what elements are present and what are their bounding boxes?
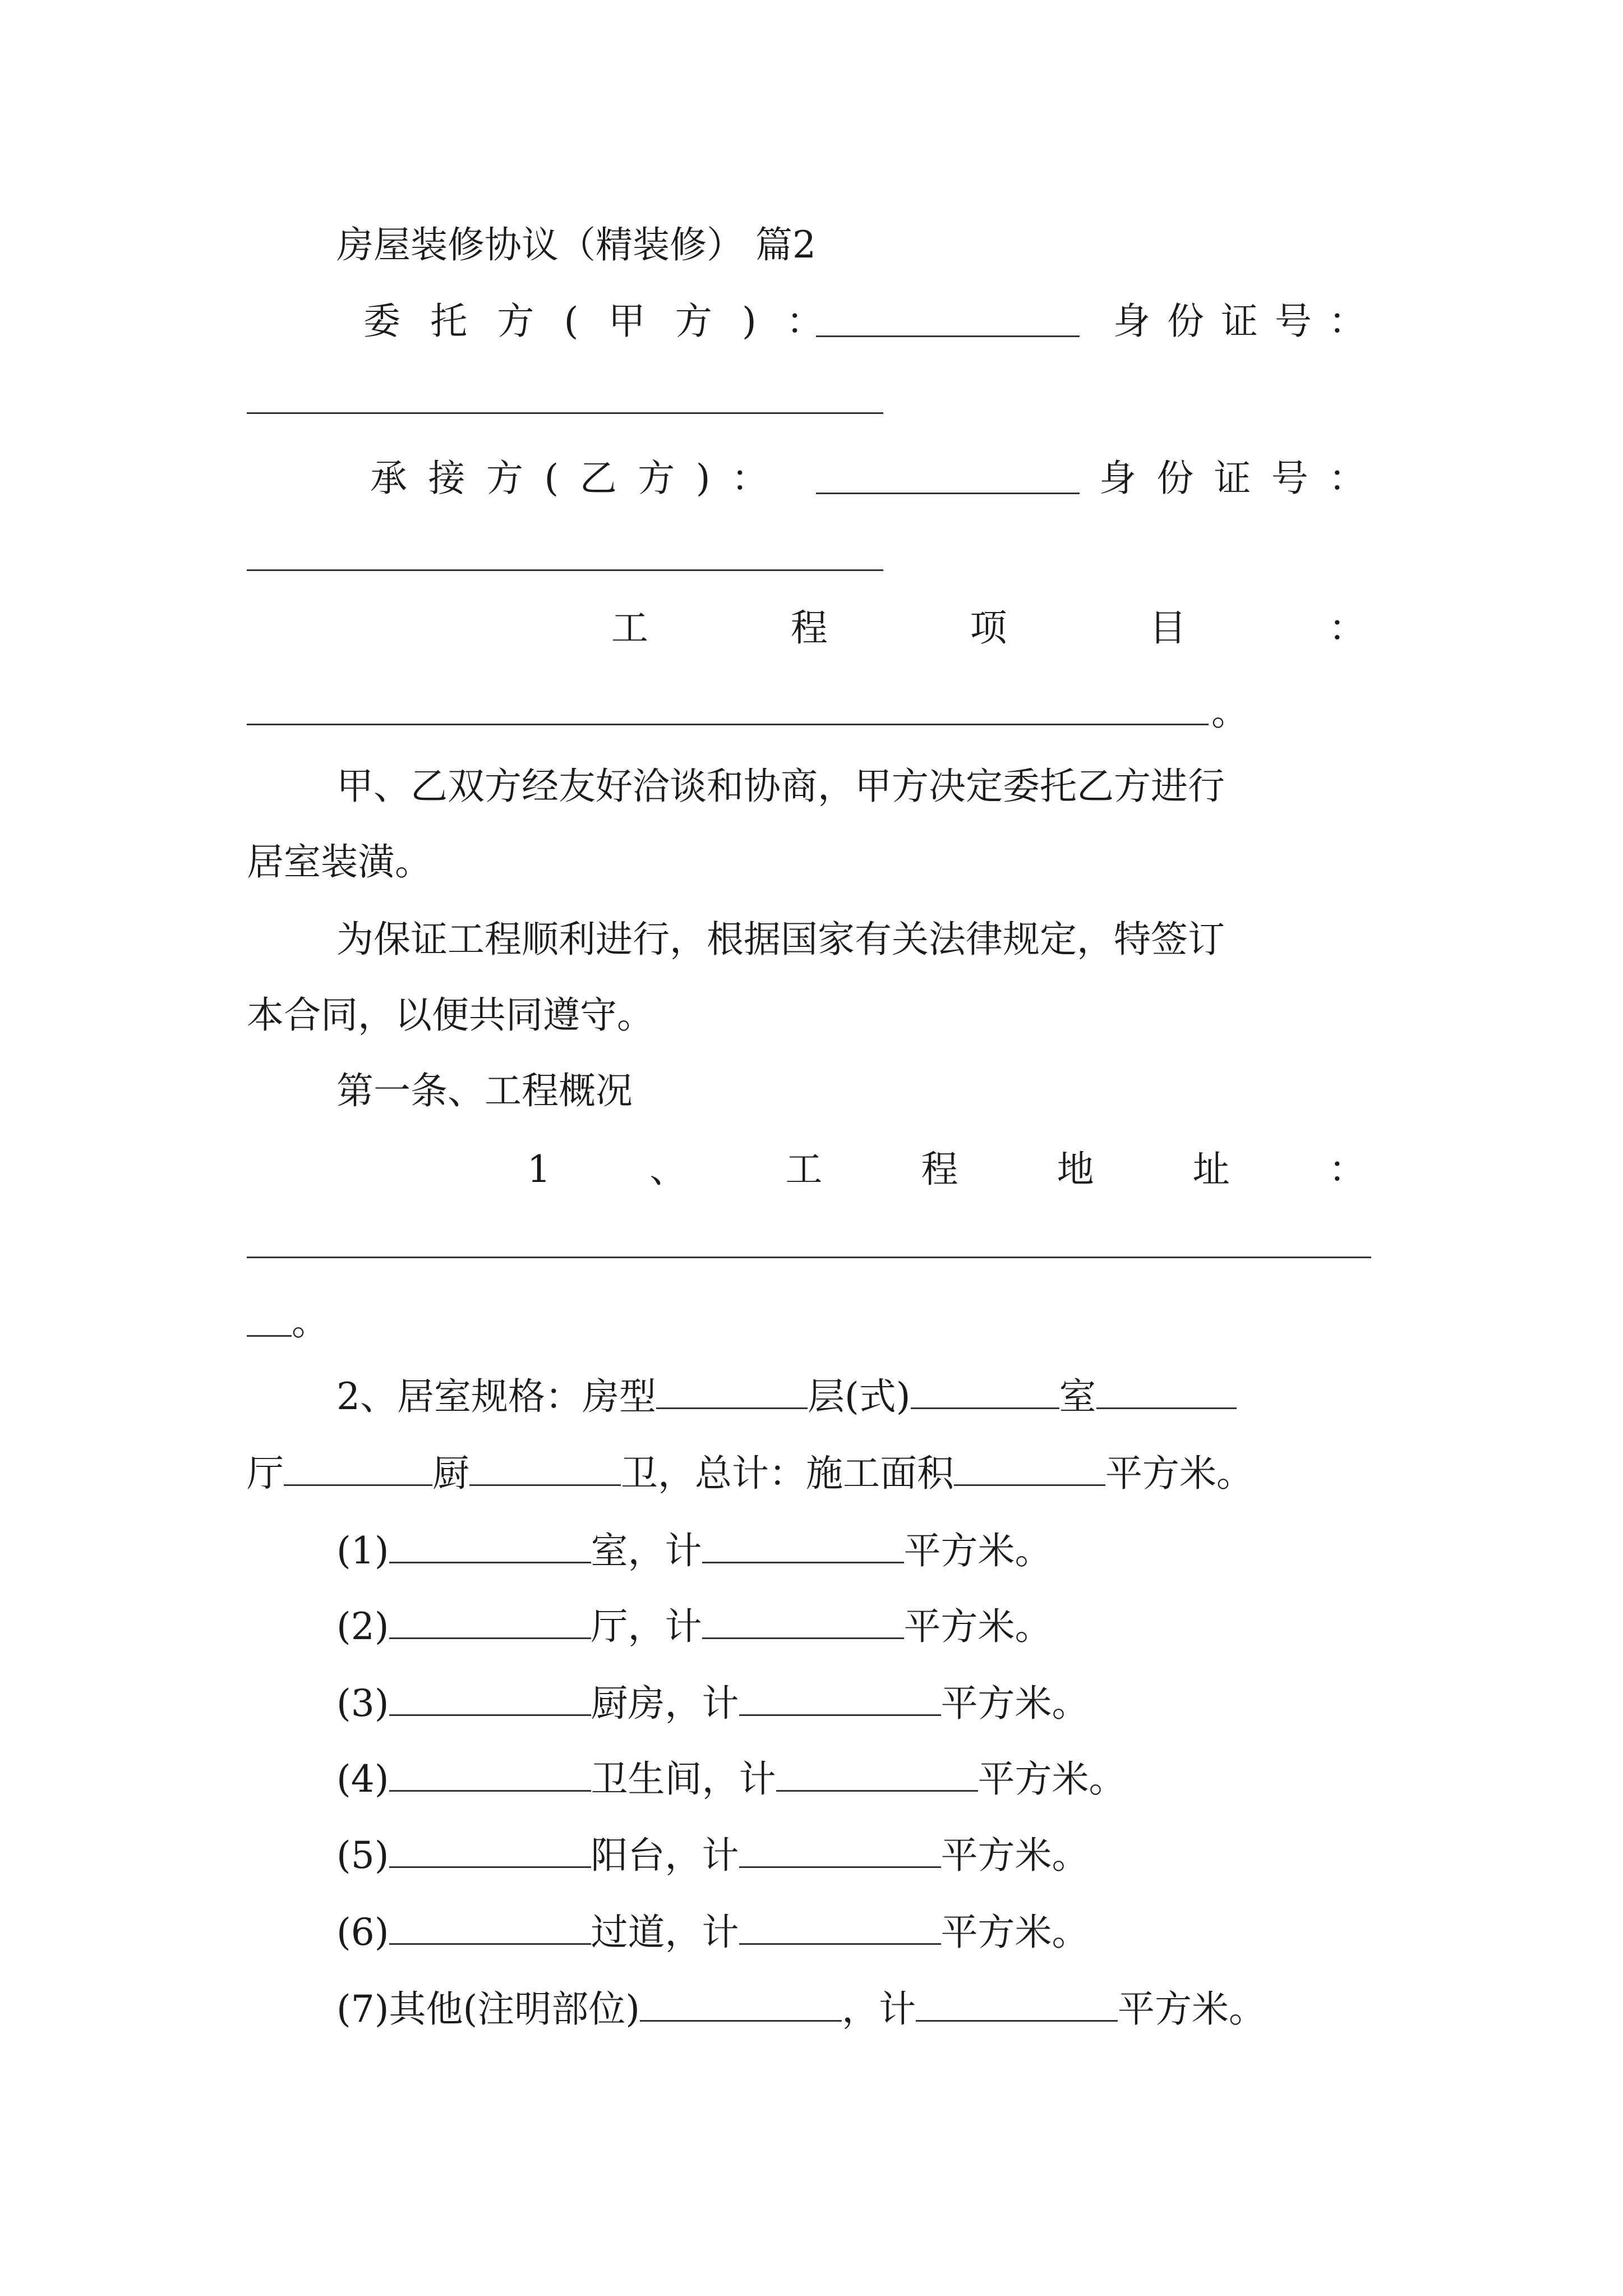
intro-2-line-1: 为保证工程顺利进行，根据国家有关法律规定，特签订	[336, 918, 1225, 961]
spec-room-blank[interactable]	[1096, 1373, 1237, 1409]
spec-unit: 平方米。	[1105, 1452, 1253, 1495]
address-blank-1[interactable]	[247, 1257, 1371, 1258]
spec-line-1	[336, 1372, 1237, 1422]
party-b-id-blank[interactable]	[247, 569, 883, 571]
party-b-label: 承 接 方 ( 乙 方 ) ：	[370, 457, 768, 500]
party-a-label: 委 托 方 ( 甲 方 ) ：	[363, 300, 823, 343]
item-4-blank[interactable]	[389, 1755, 591, 1792]
spec-hall-blank[interactable]	[284, 1450, 432, 1486]
intro-1-line-2: 居室装潢。	[247, 840, 432, 884]
list-item: (5) 阳台，计 平方米。	[336, 1830, 1089, 1881]
item-2-blank[interactable]	[389, 1603, 591, 1639]
spec-kitchen: 厨	[432, 1452, 469, 1495]
item-5-blank[interactable]	[389, 1832, 591, 1868]
party-a-id-blank[interactable]	[247, 412, 883, 414]
article-1-title: 第一条、工程概况	[336, 1069, 633, 1112]
party-a-name-blank[interactable]	[816, 335, 1080, 337]
list-item-other: (7)其他(注明部位) ，计 平方米。	[336, 1984, 1266, 2035]
project-end: 。	[1211, 691, 1248, 734]
item-7-area-blank[interactable]	[916, 1985, 1118, 2022]
address-blank-2[interactable]	[247, 1335, 292, 1337]
list-item: (1) 室，计 平方米。	[336, 1526, 1052, 1576]
spec-area-blank[interactable]	[954, 1450, 1105, 1486]
project-label: 工 程 项 目 ：	[611, 606, 1366, 650]
spec-room: 室	[1059, 1375, 1096, 1418]
address-label: 1 、 工 程 地 址 ：	[527, 1148, 1366, 1191]
list-item: (3) 厨房，计 平方米。	[336, 1678, 1089, 1729]
address-end: 。	[292, 1300, 329, 1343]
spec-floor-blank[interactable]	[911, 1373, 1059, 1409]
item-4-area-blank[interactable]	[776, 1755, 978, 1792]
spec-line-2	[247, 1448, 1253, 1499]
item-6-area-blank[interactable]	[739, 1908, 941, 1945]
item-1-area-blank[interactable]	[702, 1527, 904, 1563]
spec-bath: 卫，总计：施工面积	[621, 1452, 954, 1495]
item-5-area-blank[interactable]	[739, 1832, 941, 1868]
spec-type-blank[interactable]	[656, 1373, 808, 1409]
list-item: (4) 卫生间，计 平方米。	[336, 1754, 1126, 1805]
intro-1-line-1: 甲、乙双方经友好洽谈和协商，甲方决定委托乙方进行	[336, 765, 1225, 808]
spec-hall: 厅	[247, 1452, 284, 1495]
item-3-area-blank[interactable]	[739, 1680, 941, 1716]
intro-2-line-2: 本合同，以便共同遵守。	[247, 993, 654, 1037]
item-1-blank[interactable]	[389, 1527, 591, 1563]
party-a-id-label: 身 份 证 号 ：	[1113, 300, 1366, 343]
document-title: 房屋装修协议（精装修） 篇2	[336, 223, 816, 266]
party-b-id-label: 身 份 证 号 ：	[1099, 457, 1366, 500]
item-6-blank[interactable]	[389, 1908, 591, 1945]
project-blank[interactable]	[247, 724, 1209, 725]
list-item: (2) 厅，计 平方米。	[336, 1602, 1052, 1652]
item-7-part-blank[interactable]	[640, 1985, 842, 2022]
spec-floor: 层(式)	[808, 1375, 911, 1418]
party-b-name-blank[interactable]	[816, 493, 1080, 494]
list-item: (6) 过道，计 平方米。	[336, 1907, 1089, 1958]
item-3-blank[interactable]	[389, 1680, 591, 1716]
spec-prefix: 2、居室规格：房型	[336, 1375, 656, 1418]
spec-kitchen-blank[interactable]	[469, 1450, 621, 1486]
item-2-area-blank[interactable]	[702, 1603, 904, 1639]
